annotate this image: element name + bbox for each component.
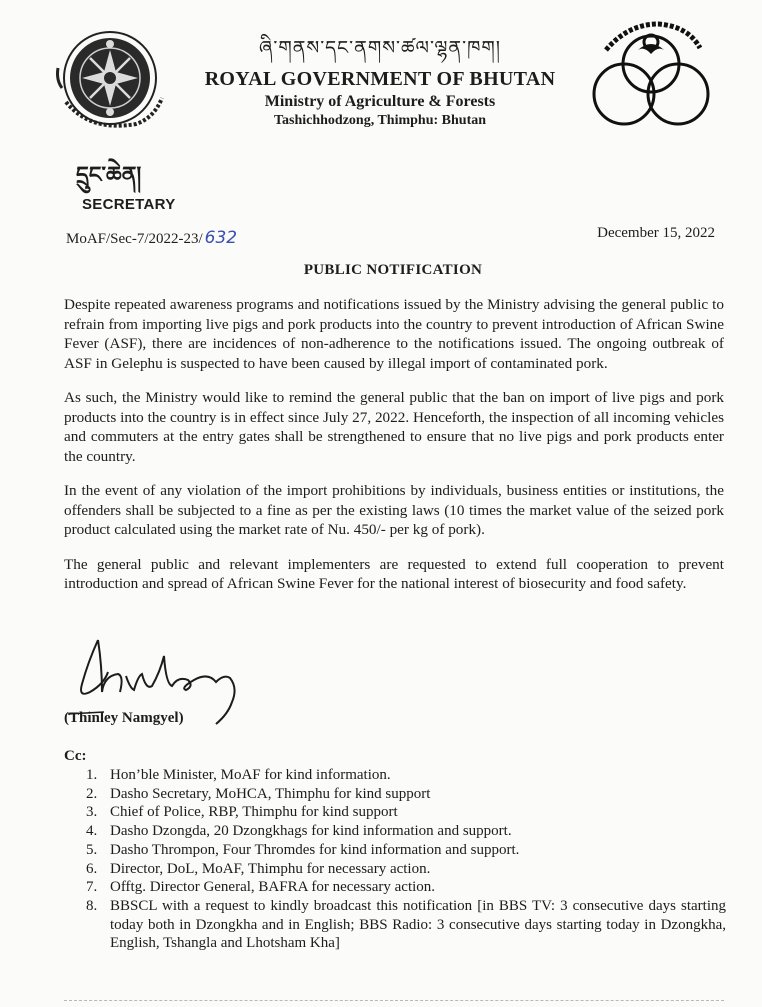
dzongkha-secretary-label: དྲུང་ཆེན།: [76, 162, 142, 188]
reference-number: [66, 228, 237, 248]
cc-item: 4. Dasho Dzongda, 20 Dzongkhags for kind information and support.: [86, 823, 512, 840]
cc-item: 7. Offtg. Director General, BAFRA for necessary action.: [86, 879, 436, 896]
signatory-name: (Thinley Namgyel): [64, 710, 184, 726]
notification-body: [64, 295, 724, 609]
paragraph: Despite repeated awareness programs and notifications issued by the Ministry advising the general public to refrain from importing live pigs and pork products into the country to prevent introduction of African Swine Fever (ASF), there are incidences of non-adherence to the notifications issued. The ongoing outbreak of ASF in Gelephu is suspected to have been caused by illegal import of contaminated pork.: [64, 296, 724, 372]
letter-date: December 15, 2022: [597, 225, 715, 241]
cc-item: 1. Hon’ble Minister, MoAF for kind information.: [86, 767, 391, 783]
secretary-label: SECRETARY: [82, 196, 176, 213]
dzongkha-ministry-title: ཞི་གནས་དང་ནགས་ཚལ་ལྷན་ཁག།: [259, 37, 501, 59]
footer-divider: [64, 1000, 724, 1001]
paragraph: The general public and relevant implementers are requested to extend full cooperation to prevent introduction and spread of African Swine Fever for the national interest of biosecurity and food safety.: [64, 555, 724, 592]
ministry-address: Tashichhodzong, Thimphu: Bhutan: [273, 113, 487, 128]
ministry-name: Ministry of Agriculture & Forests: [264, 93, 496, 110]
cc-item: 6. Director, DoL, MoAF, Thimphu for necessary action.: [86, 860, 431, 877]
royal-government-emblem: [50, 28, 170, 146]
cc-list: [86, 766, 726, 953]
cc-label: Cc:: [64, 748, 87, 764]
paragraph: In the event of any violation of the import prohibitions by individuals, business entities or institutions, the offenders shall be subjected to a fine as per the existing laws (10 times the market value of the seized pork product calculated using the market rate of Nu. 450/- per kg of pork).: [64, 482, 724, 538]
cc-item: 3. Chief of Police, RBP, Thimphu for kind support: [86, 804, 398, 821]
letterhead: [180, 26, 580, 129]
government-title: ROYAL GOVERNMENT OF BHUTAN: [204, 68, 556, 90]
paragraph: As such, the Ministry would like to remind the general public that the ban on import of live pigs and pork products into the country is in effect since July 27, 2022. Henceforth, the inspection of all incoming vehicles and commuters at the entry gates shall be strengthened to ensure that no live pigs and pork products enter the country.: [64, 389, 724, 465]
cc-item: 2. Dasho Secretary, MoHCA, Thimphu for kind support: [86, 785, 431, 802]
notification-title: PUBLIC NOTIFICATION: [303, 262, 483, 278]
cc-item: 8. BBSCL with a request to kindly broadcast this notification [in BBS TV: 3 consecutive days starting today both in Dzongkha and in English; BBS Radio: 3 consecutive days starting today in Dzongkha, English, Tshangla and Lhotsham Kha]: [86, 897, 726, 952]
cc-item: 5. Dasho Thrompon, Four Thromdes for kind information and support.: [86, 841, 520, 858]
reference-handwritten-number: 632: [204, 228, 238, 248]
ministry-logo: [588, 20, 714, 132]
reference-prefix: MoAF/Sec-7/2022-23/: [66, 231, 203, 247]
